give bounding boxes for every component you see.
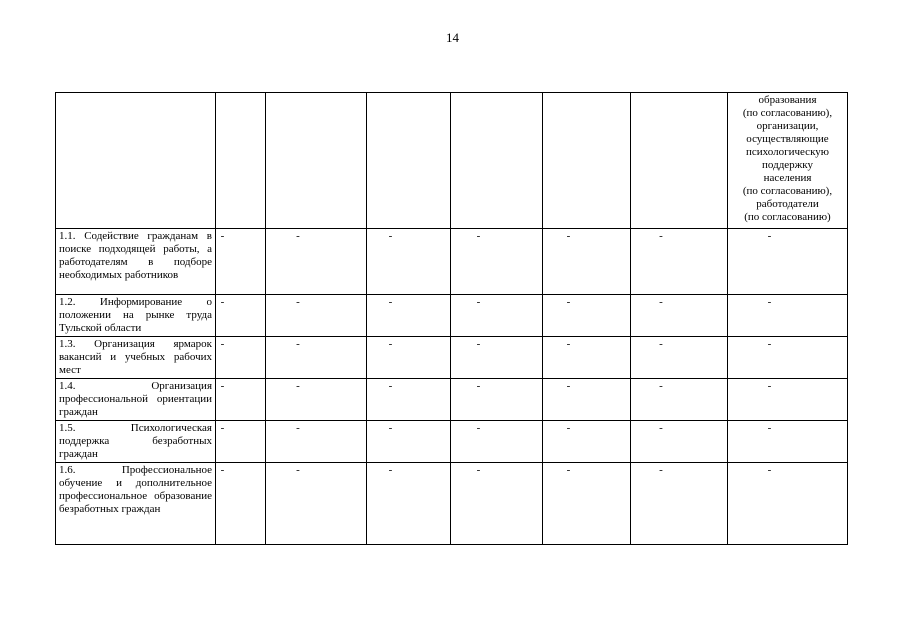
table-cell [631, 379, 728, 421]
header-line: психологическую [746, 146, 829, 158]
header-cell [266, 93, 367, 229]
table-cell [266, 229, 367, 295]
header-line: осуществляющие [746, 133, 829, 145]
table-cell [728, 463, 848, 545]
table-row [56, 379, 848, 421]
header-cell [367, 93, 451, 229]
table-cell [543, 295, 631, 337]
row-label: 1.2. Информирование о положении на рынке труда Тульской области [56, 295, 216, 337]
table-cell [266, 379, 367, 421]
table-cell [631, 295, 728, 337]
table-cell [451, 463, 543, 545]
table-cell [367, 337, 451, 379]
table-cell [451, 337, 543, 379]
header-line: образования [758, 94, 817, 106]
cell-value: - [296, 230, 300, 242]
cell-value: - [388, 230, 393, 242]
cell-value: - [476, 380, 481, 392]
cell-value: - [476, 422, 481, 434]
cell-value: - [220, 380, 225, 392]
table-cell [451, 229, 543, 295]
cell-value: - [220, 230, 225, 242]
cell-value: - [566, 338, 571, 350]
row-label: 1.5. Психологическая поддержка безработных граждан [56, 421, 216, 463]
cell-value: - [566, 422, 571, 434]
table-cell [266, 295, 367, 337]
header-cell [543, 93, 631, 229]
row-label: 1.1. Содействие гражданам в поиске подходящей работы, а работодателям в подборе необходимых работников [56, 229, 216, 295]
cell-value: - [659, 422, 663, 434]
cell-value: - [767, 338, 772, 350]
table-cell [367, 229, 451, 295]
header-cell [631, 93, 728, 229]
cell-value: - [388, 464, 393, 476]
table-cell [543, 229, 631, 295]
cell-value: - [388, 380, 393, 392]
measures-table [55, 92, 848, 545]
row-label: 1.3. Организация ярмарок вакансий и учебных рабочих мест [56, 337, 216, 379]
cell-value: - [296, 422, 300, 434]
table-row [56, 229, 848, 295]
cell-value: - [767, 230, 772, 242]
table-cell [451, 421, 543, 463]
table-cell [266, 463, 367, 545]
header-line: (по согласованию), [742, 185, 833, 197]
row-label: 1.6. Профессиональное обучение и дополнительное профессиональное образование безработных граждан [56, 463, 216, 545]
cell-value: - [767, 296, 772, 308]
table-row [56, 295, 848, 337]
cell-value: - [566, 296, 571, 308]
table-cell [266, 421, 367, 463]
table-cell [216, 379, 266, 421]
table-cell [451, 295, 543, 337]
table-cell [728, 379, 848, 421]
cell-value: - [659, 338, 663, 350]
cell-value: - [296, 464, 300, 476]
header-line: (по согласованию) [744, 211, 831, 223]
cell-value: - [388, 338, 393, 350]
table-cell [728, 337, 848, 379]
table-cell [216, 229, 266, 295]
cell-value: - [659, 380, 663, 392]
cell-value: - [388, 422, 393, 434]
table-cell [543, 421, 631, 463]
cell-value: - [220, 422, 225, 434]
table-cell [728, 229, 848, 295]
cell-value: - [220, 338, 225, 350]
table-cell [728, 295, 848, 337]
table-cell [367, 421, 451, 463]
cell-value: - [220, 464, 225, 476]
table-cell [543, 337, 631, 379]
header-cell [56, 93, 216, 229]
cell-value: - [566, 464, 571, 476]
table-cell [631, 421, 728, 463]
cell-value: - [566, 380, 571, 392]
cell-value: - [296, 296, 300, 308]
cell-value: - [220, 296, 225, 308]
table-row [56, 337, 848, 379]
table-row [56, 463, 848, 545]
table-cell [451, 379, 543, 421]
table-cell [631, 337, 728, 379]
cell-value: - [767, 422, 772, 434]
table-cell [543, 379, 631, 421]
cell-value: - [659, 296, 663, 308]
cell-value: - [296, 338, 300, 350]
cell-value: - [476, 464, 481, 476]
table-cell [266, 337, 367, 379]
header-line: организации, [756, 120, 819, 132]
page-number: 14 [446, 30, 459, 45]
cell-value: - [566, 230, 571, 242]
cell-value: - [388, 296, 393, 308]
table-cell [367, 379, 451, 421]
header-cell-responsible [728, 93, 848, 229]
table-cell [367, 463, 451, 545]
header-cell [216, 93, 266, 229]
cell-value: - [659, 464, 663, 476]
cell-value: - [659, 230, 663, 242]
cell-value: - [476, 296, 481, 308]
table-cell [216, 421, 266, 463]
table-cell [631, 463, 728, 545]
table-cell [728, 421, 848, 463]
table-cell [631, 229, 728, 295]
table-row [56, 421, 848, 463]
table-cell [216, 463, 266, 545]
header-line: работодатели [756, 198, 819, 210]
table-cell [543, 463, 631, 545]
cell-value: - [767, 380, 772, 392]
cell-value: - [476, 230, 481, 242]
header-row [56, 93, 848, 229]
header-line: поддержку [762, 159, 813, 171]
header-cell [451, 93, 543, 229]
row-label: 1.4. Организация профессиональной ориентации граждан [56, 379, 216, 421]
cell-value: - [476, 338, 481, 350]
header-line: населения [763, 172, 812, 184]
cell-value: - [767, 464, 772, 476]
cell-value: - [296, 380, 300, 392]
table-cell [216, 337, 266, 379]
table-cell [216, 295, 266, 337]
header-line: (по согласованию), [742, 107, 833, 119]
table-cell [367, 295, 451, 337]
